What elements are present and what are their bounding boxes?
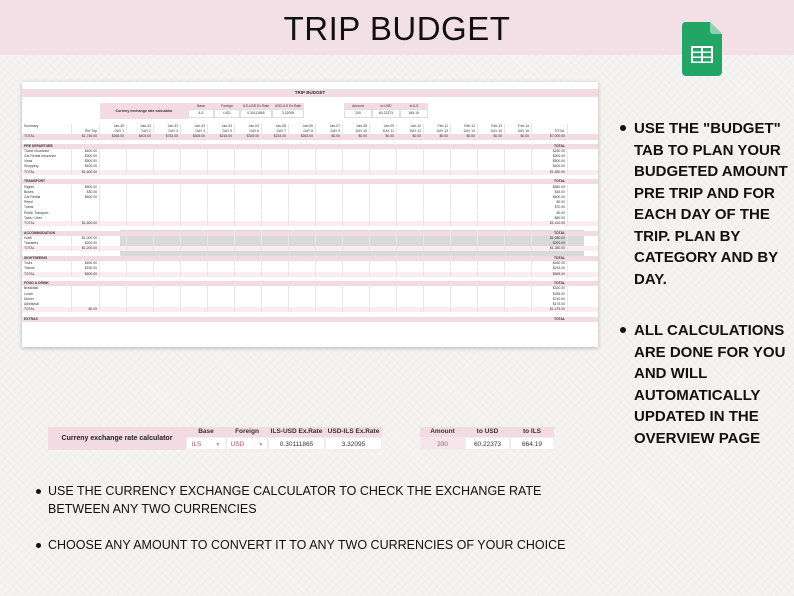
cell: $263.00: [289, 134, 316, 139]
cell: $0.00: [397, 134, 424, 139]
row-total-cell: TOTAL: [532, 179, 568, 184]
cell: [235, 317, 262, 322]
cell: [343, 272, 370, 277]
cell: $200.00: [72, 241, 100, 246]
cell: $0.00: [316, 134, 343, 139]
row-total-cell: $740.00: [532, 297, 568, 302]
usd-ils-header: USD-ILS Ex.Rate: [325, 427, 382, 437]
cell: [370, 246, 397, 251]
row-total-cell: $215.00: [532, 266, 568, 271]
cell: [451, 246, 478, 251]
row-total-cell: $1,475.00: [532, 307, 568, 312]
row-total-cell: $0.00: [532, 211, 568, 216]
row-total-cell: $180.00: [532, 149, 568, 154]
cell: $150.00: [72, 266, 100, 271]
cell: [343, 170, 370, 175]
cell: [72, 317, 100, 322]
cell: [478, 307, 505, 312]
row-label: Summary: [22, 124, 72, 129]
cell: Jan-08: [343, 124, 370, 129]
cell: [181, 272, 208, 277]
cell: [505, 221, 532, 226]
cell: [127, 272, 154, 277]
cell: Pre Trip: [72, 129, 100, 134]
cell: $0.00: [72, 307, 100, 312]
cell: [316, 246, 343, 251]
cell: $403.00: [127, 134, 154, 139]
cell: [343, 246, 370, 251]
sheet-amount-value: 200: [344, 109, 372, 118]
row-label: TOTAL: [22, 246, 72, 251]
row-label: Hotel: [22, 236, 72, 241]
row-total-cell: TOTAL: [532, 129, 568, 134]
cell: [208, 170, 235, 175]
cell: [478, 246, 505, 251]
row-total-cell: $200.00: [532, 241, 568, 246]
cell: $0.00: [505, 134, 532, 139]
row-label: Tickets: [22, 266, 72, 271]
row-label: Transfers: [22, 241, 72, 246]
cell: [289, 246, 316, 251]
row-label: TOTAL: [22, 170, 72, 175]
cell: [208, 246, 235, 251]
ils-usd-header: ILS-USD Ex.Rate: [268, 427, 325, 437]
row-label: TOTAL: [22, 272, 72, 277]
cell: [127, 221, 154, 226]
row-label: Dinner: [22, 297, 72, 302]
cell: DAY 5: [208, 129, 235, 134]
cell: DAY 4: [181, 129, 208, 134]
cell: $305.00: [181, 134, 208, 139]
google-sheets-icon: [682, 22, 722, 76]
cell: DAY 6: [235, 129, 262, 134]
sheet-foreign-value: USD: [214, 109, 240, 118]
row-total-cell: TOTAL: [532, 256, 568, 261]
row-label: Additional: [22, 302, 72, 307]
cell: DAY 9: [316, 129, 343, 134]
cell: DAY 1: [100, 129, 127, 134]
cell: [235, 221, 262, 226]
ils-usd-rate: 0.30111865: [268, 437, 325, 450]
cell: $753.00: [154, 134, 181, 139]
cell: [316, 272, 343, 277]
cell: [154, 272, 181, 277]
sheet-to-usd-header: to USD: [372, 103, 400, 109]
cell: $0.00: [343, 134, 370, 139]
row-total-cell: $1,580.00: [532, 170, 568, 175]
cell: [154, 221, 181, 226]
sheet-base-header: Base: [188, 103, 214, 109]
cell: [127, 246, 154, 251]
cell: $500.00: [72, 185, 100, 190]
cell: [397, 317, 424, 322]
cell: [208, 317, 235, 322]
row-total-cell: TOTAL: [532, 317, 568, 322]
sheet-foreign-header: Foreign: [214, 103, 240, 109]
sheet-amount-header: Amount: [344, 103, 372, 109]
sheet-usd-ils-header: USD-ILS Ex.Rate: [272, 103, 304, 109]
cell: [424, 246, 451, 251]
left-bullet-exchange: USE THE CURRENCY EXCHANGE CALCULATOR TO CHECK THE EXCHANGE RATE BETWEEN ANY TWO CURRENCIES: [36, 483, 576, 518]
cell: Jan-03: [181, 124, 208, 129]
cell: [478, 272, 505, 277]
to-ils-value: 664.19: [510, 437, 554, 450]
base-select[interactable]: [186, 437, 226, 450]
cell: [424, 170, 451, 175]
cell: [262, 221, 289, 226]
cell: [316, 317, 343, 322]
cell: [127, 317, 154, 322]
cell: [397, 307, 424, 312]
left-bullet-amount: CHOOSE ANY AMOUNT TO CONVERT IT TO ANY TWO CURRENCIES OF YOUR CHOICE: [36, 537, 576, 555]
section-total-row: [22, 221, 598, 226]
cell: [451, 221, 478, 226]
cell: [154, 246, 181, 251]
currency-converter: [48, 427, 382, 450]
cell: [424, 221, 451, 226]
row-label: Flights: [22, 185, 72, 190]
cell: $1,600.00: [72, 170, 100, 175]
cell: $1,600.00: [72, 221, 100, 226]
row-total-cell: $45.00: [532, 190, 568, 195]
cell: [370, 307, 397, 312]
cell: [397, 246, 424, 251]
cell: [370, 317, 397, 322]
section-header-row: [22, 317, 598, 322]
cell: Jan-31: [154, 124, 181, 129]
sheet-to-usd-value: 60.22373: [372, 109, 400, 118]
cell: [100, 317, 127, 322]
foreign-select[interactable]: [226, 437, 268, 450]
row-label: Tours: [22, 261, 72, 266]
cell: [208, 272, 235, 277]
to-usd-header: to USD: [465, 427, 510, 437]
cell: [127, 170, 154, 175]
cell: $400.00: [72, 149, 100, 154]
cell: [154, 170, 181, 175]
row-total-cell: $300.00: [532, 154, 568, 159]
sheet-usd-ils-value: 3.32095: [272, 109, 304, 118]
cell: $268.00: [100, 134, 127, 139]
cell: $0.00: [478, 134, 505, 139]
row-total-cell: $1,410.00: [532, 221, 568, 226]
row-label: Visas: [22, 159, 72, 164]
cell: [181, 246, 208, 251]
cell: DAY 7: [262, 129, 289, 134]
row-total-cell: $175.00: [532, 302, 568, 307]
cell: DAY 14: [451, 129, 478, 134]
row-total-cell: $70.00: [532, 205, 568, 210]
cell: $325.00: [235, 134, 262, 139]
cell: DAY 13: [424, 129, 451, 134]
cell: $0.00: [370, 134, 397, 139]
cell: [100, 307, 127, 312]
row-label: TOTAL: [22, 307, 72, 312]
cell: [316, 307, 343, 312]
page-title: TRIP BUDGET: [283, 10, 511, 47]
cell: DAY 15: [478, 129, 505, 134]
cell: Jan-30: [100, 124, 127, 129]
cell: $0.00: [451, 134, 478, 139]
cell: [424, 272, 451, 277]
row-total-cell: $665.00: [532, 272, 568, 277]
cell: Jan-03: [208, 124, 235, 129]
sheet-base-value: ILS: [188, 109, 214, 118]
cell: [262, 307, 289, 312]
cell: $450.00: [72, 261, 100, 266]
amount-input[interactable]: 200: [420, 437, 465, 450]
row-label: Car Rental: [22, 195, 72, 200]
cell: [424, 317, 451, 322]
cell: $233.00: [262, 134, 289, 139]
cell: Feb-14: [505, 124, 532, 129]
cell: [100, 246, 127, 251]
row-total-cell: $285.00: [532, 292, 568, 297]
section-total-row: [22, 246, 598, 251]
base-header: Base: [186, 427, 226, 437]
cell: [100, 221, 127, 226]
cell: $600.00: [72, 272, 100, 277]
cell: [451, 170, 478, 175]
cell: [424, 307, 451, 312]
amount-converter: [420, 427, 554, 450]
cell: [370, 272, 397, 277]
sheet-amount-converter: [344, 103, 428, 119]
row-label: TOTAL: [22, 221, 72, 226]
cell: Jan-04: [235, 124, 262, 129]
row-total-cell: $580.00: [532, 185, 568, 190]
cell: [262, 317, 289, 322]
cell: [505, 317, 532, 322]
row-label: PRE DEPARTURE: [22, 144, 72, 149]
row-label: EXTRAS: [22, 317, 72, 322]
cell: $30.00: [72, 190, 100, 195]
cell: [235, 307, 262, 312]
row-total-cell: $80.00: [532, 216, 568, 221]
cell: [235, 246, 262, 251]
cell: [397, 272, 424, 277]
cell: $600.00: [72, 195, 100, 200]
cell: [181, 170, 208, 175]
cell: [505, 272, 532, 277]
row-label: TRANSPORT: [22, 179, 72, 184]
row-label: Travel Insurance: [22, 149, 72, 154]
cell: $1,746.00: [72, 134, 100, 139]
row-label: Breakfast: [22, 286, 72, 291]
row-total-cell: $7,000.00: [532, 134, 568, 139]
cell: Jan-10: [397, 124, 424, 129]
cell: $1,000.00: [72, 236, 100, 241]
row-total-cell: $600.00: [532, 195, 568, 200]
cell: [505, 170, 532, 175]
cell: $1,200.00: [72, 246, 100, 251]
cell: [181, 317, 208, 322]
row-label: SIGHTSEEING: [22, 256, 72, 261]
dropdown-arrow-icon: ▼: [258, 442, 264, 448]
row-label: Trains: [22, 205, 72, 210]
cell: [505, 307, 532, 312]
cell: [208, 221, 235, 226]
cell: Jan-06: [289, 124, 316, 129]
row-total-cell: TOTAL: [532, 144, 568, 149]
row-label: ACCOMMODATION: [22, 231, 72, 236]
cell: [316, 221, 343, 226]
cell: DAY 10: [343, 129, 370, 134]
row-total-cell: $320.00: [532, 286, 568, 291]
cell: $300.00: [72, 154, 100, 159]
row-label: Petrol: [22, 200, 72, 205]
cell: DAY 3: [154, 129, 181, 134]
cell: [289, 170, 316, 175]
cell: Jan-09: [370, 124, 397, 129]
cell: [478, 317, 505, 322]
sheet-to-ils-header: to ILS: [400, 103, 428, 109]
row-label: Shopping: [22, 164, 72, 169]
sheet-ils-usd-value: 0.30111865: [240, 109, 272, 118]
row-label: Car Rental Insurance: [22, 154, 72, 159]
row-total-cell: $0.00: [532, 200, 568, 205]
row-label: Taxis / Uber: [22, 216, 72, 221]
cell: [262, 272, 289, 277]
row-total-cell: $1,280.00: [532, 246, 568, 251]
usd-ils-rate: 3.32095: [325, 437, 382, 450]
cell: [289, 221, 316, 226]
cell: [289, 272, 316, 277]
sheet-to-ils-value: 664.19: [400, 109, 428, 118]
row-total-cell: $500.00: [532, 159, 568, 164]
right-bullet-calculations: ALL CALCULATIONS ARE DONE FOR YOU AND WILL AUTOMATICALLY UPDATED IN THE OVERVIEW PAGE: [618, 320, 790, 449]
right-bullet-budget-tab: USE THE "BUDGET" TAB TO PLAN YOUR BUDGETED AMOUNT PRE TRIP AND FOR EACH DAY OF THE TRIP. PLAN BY CATEGORY AND BY DAY.: [618, 118, 790, 290]
cell: [343, 317, 370, 322]
cell: [451, 272, 478, 277]
cell: [100, 170, 127, 175]
section-total-row: [22, 307, 598, 312]
amount-header: Amount: [420, 427, 465, 437]
cell: [370, 221, 397, 226]
cell: [343, 307, 370, 312]
cell: [181, 307, 208, 312]
cell: DAY 16: [505, 129, 532, 134]
dropdown-arrow-icon: ▼: [215, 442, 221, 448]
row-label: Lunch: [22, 292, 72, 297]
to-usd-value: 60.22373: [465, 437, 510, 450]
row-label: Public Transport: [22, 211, 72, 216]
converter-label: Curreny exchange rate calculator: [48, 427, 186, 450]
cell: [316, 170, 343, 175]
row-total-cell: $400.00: [532, 164, 568, 169]
sheet-converter-label: Curreny exchange rate calculator: [100, 103, 188, 119]
cell: [181, 221, 208, 226]
cell: Feb-13: [478, 124, 505, 129]
cell: [154, 317, 181, 322]
cell: Jan-07: [316, 124, 343, 129]
budget-sheet-preview: [22, 82, 598, 347]
cell: [289, 317, 316, 322]
left-bullet-list: [36, 483, 576, 555]
section-total-row: [22, 170, 598, 175]
cell: [370, 170, 397, 175]
cell: [154, 307, 181, 312]
cell: $0.00: [424, 134, 451, 139]
cell: DAY 8: [289, 129, 316, 134]
cell: [100, 272, 127, 277]
cell: DAY 12: [397, 129, 424, 134]
cell: DAY 2: [127, 129, 154, 134]
cell: $500.00: [72, 159, 100, 164]
sheet-title: TRIP BUDGET: [22, 89, 598, 97]
summary-total-row: [22, 134, 598, 139]
cell: Jan-05: [262, 124, 289, 129]
cell: [451, 307, 478, 312]
sheet-ils-usd-header: ILS-USD Ex.Rate: [240, 103, 272, 109]
cell: Feb-12: [451, 124, 478, 129]
cell: [397, 170, 424, 175]
cell: [235, 272, 262, 277]
cell: [262, 246, 289, 251]
base-value: ILS: [191, 441, 202, 448]
cell: [289, 307, 316, 312]
row-total-cell: $450.00: [532, 261, 568, 266]
row-label: FOOD & DRINK: [22, 281, 72, 286]
foreign-value: USD: [230, 441, 245, 448]
row-total-cell: TOTAL: [532, 281, 568, 286]
cell: [451, 317, 478, 322]
cell: [505, 246, 532, 251]
cell: [397, 221, 424, 226]
sheet-converter: [100, 103, 304, 119]
row-label: TOTAL: [22, 134, 72, 139]
cell: Jan-31: [127, 124, 154, 129]
cell: [235, 170, 262, 175]
row-total-cell: TOTAL: [532, 231, 568, 236]
cell: [262, 170, 289, 175]
cell: $215.00: [208, 134, 235, 139]
cell: [208, 307, 235, 312]
cell: [343, 221, 370, 226]
row-total-cell: $1,080.00: [532, 236, 568, 241]
cell: $400.00: [72, 164, 100, 169]
cell: [127, 307, 154, 312]
right-bullet-list: [618, 118, 790, 449]
section-total-row: [22, 272, 598, 277]
cell: DAY 11: [370, 129, 397, 134]
foreign-header: Foreign: [226, 427, 268, 437]
cell: [478, 170, 505, 175]
cell: Feb-11: [424, 124, 451, 129]
to-ils-header: to ILS: [510, 427, 554, 437]
cell: [478, 221, 505, 226]
row-label: Buses: [22, 190, 72, 195]
